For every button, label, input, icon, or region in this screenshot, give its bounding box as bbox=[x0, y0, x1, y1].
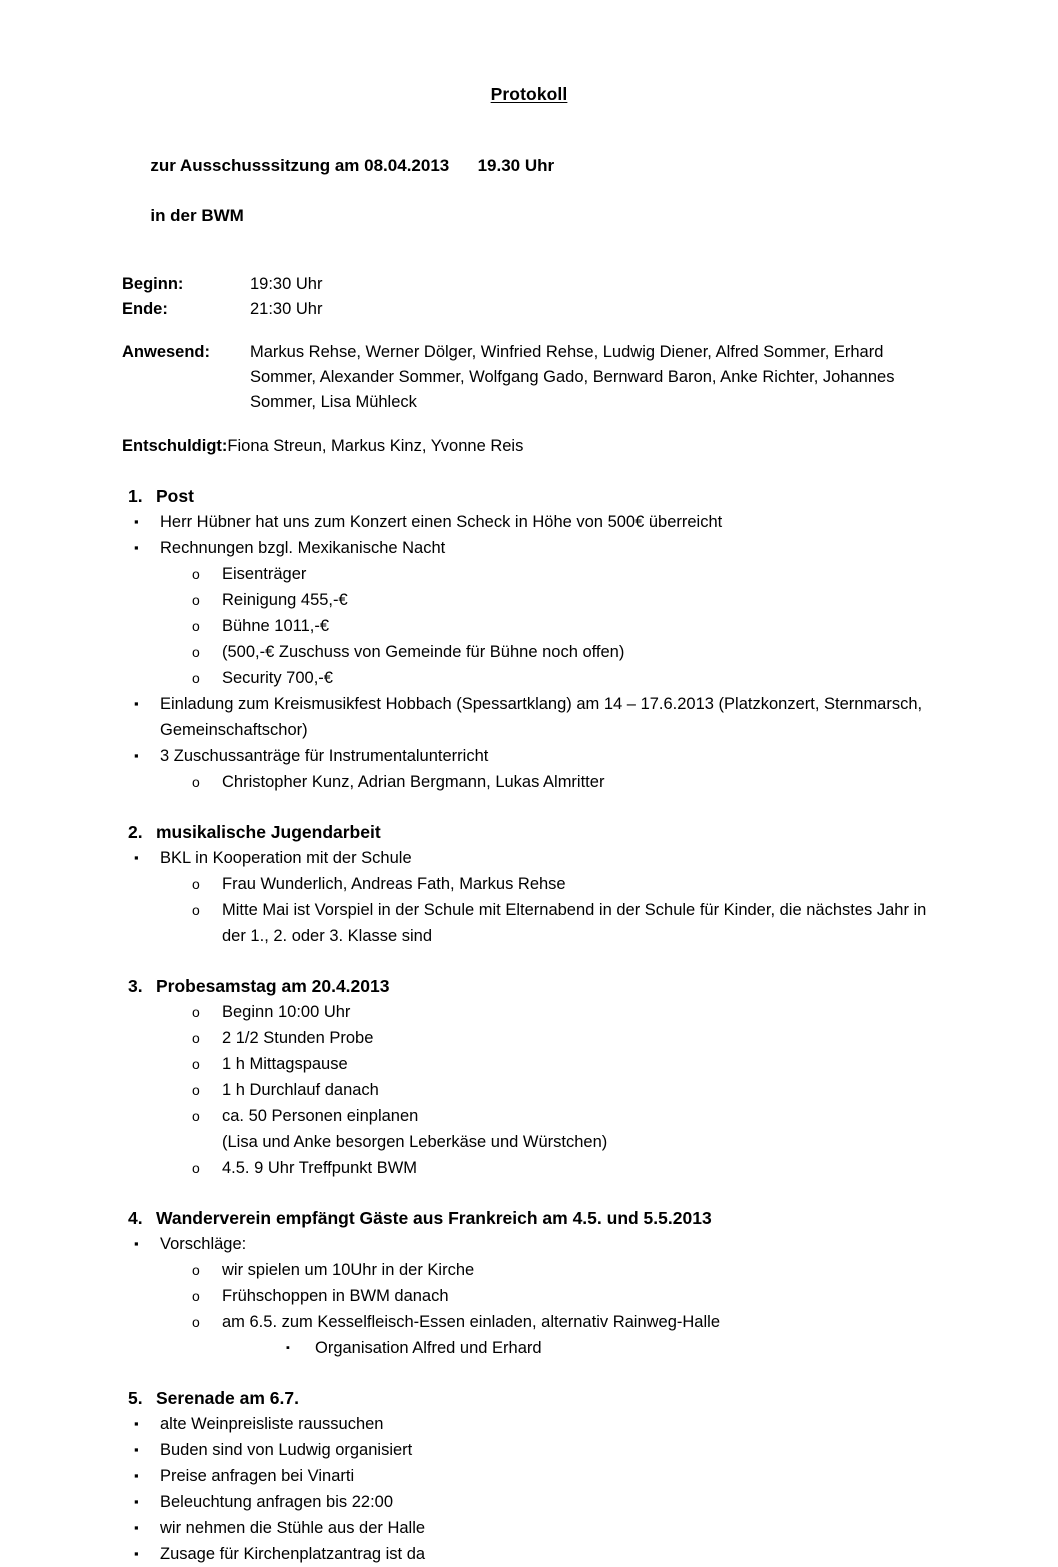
circle-bullet-icon: o bbox=[192, 1314, 200, 1330]
document-title-text: Protokoll bbox=[490, 84, 568, 104]
bullet-list bbox=[122, 845, 952, 949]
bullet-list bbox=[122, 1411, 952, 1567]
section-number: 4. bbox=[128, 1208, 143, 1228]
list-item-text: 4.5. 9 Uhr Treffpunkt BWM bbox=[222, 1159, 418, 1177]
list-item-level1 bbox=[130, 1541, 952, 1567]
circle-bullet-icon: o bbox=[192, 1082, 200, 1098]
section-heading bbox=[128, 483, 952, 509]
circle-bullet-icon: o bbox=[192, 1004, 200, 1020]
list-item-level1 bbox=[130, 1489, 952, 1515]
subject-line-2: in der BWM bbox=[150, 206, 244, 225]
square-bullet-icon: ▪ bbox=[134, 1546, 139, 1561]
list-item-text: Reinigung 455,-€ bbox=[222, 591, 348, 609]
list-item-level2 bbox=[190, 769, 952, 795]
list-item-text: Preise anfragen bei Vinarti bbox=[160, 1467, 355, 1485]
list-item-level2 bbox=[190, 1051, 952, 1077]
square-bullet-icon: ▪ bbox=[134, 1416, 139, 1431]
square-bullet-icon: ▪ bbox=[286, 1342, 290, 1354]
sub-list bbox=[122, 999, 952, 1181]
square-bullet-icon: ▪ bbox=[134, 1442, 139, 1457]
circle-bullet-icon: o bbox=[192, 618, 200, 634]
list-item-text: BKL in Kooperation mit der Schule bbox=[160, 849, 412, 867]
circle-bullet-icon: o bbox=[192, 592, 200, 608]
present-label: Anwesend: bbox=[122, 343, 211, 361]
list-item-text: 1 h Durchlauf danach bbox=[222, 1081, 379, 1099]
list-item-text: Beleuchtung anfragen bis 22:00 bbox=[160, 1493, 394, 1511]
bullet-list bbox=[122, 509, 952, 795]
subject-time: 19.30 Uhr bbox=[477, 156, 555, 175]
square-bullet-icon: ▪ bbox=[134, 514, 139, 529]
square-bullet-icon: ▪ bbox=[134, 748, 139, 763]
list-item-text: Frühschoppen in BWM danach bbox=[222, 1287, 449, 1305]
list-item-level2 bbox=[190, 665, 952, 691]
list-item-level2 bbox=[190, 1309, 952, 1361]
sections-container bbox=[122, 483, 952, 1567]
list-item-text: Frau Wunderlich, Andreas Fath, Markus Rehse bbox=[222, 875, 566, 893]
list-item-text: Beginn 10:00 Uhr bbox=[222, 1003, 351, 1021]
list-item-level2 bbox=[190, 639, 952, 665]
section-heading bbox=[128, 973, 952, 999]
circle-bullet-icon: o bbox=[192, 1030, 200, 1046]
list-item-level2 bbox=[190, 1257, 952, 1283]
list-item-level1 bbox=[130, 1463, 952, 1489]
square-bullet-icon: ▪ bbox=[134, 850, 139, 865]
list-item-text: wir spielen um 10Uhr in der Kirche bbox=[222, 1261, 475, 1279]
section-title: Wanderverein empfängt Gäste aus Frankreich am 4.5. und 5.5.2013 bbox=[156, 1208, 712, 1228]
list-item-text: 3 Zuschussanträge für Instrumentalunterricht bbox=[160, 747, 489, 765]
list-item-level2 bbox=[190, 1103, 952, 1155]
meeting-end-value: 21:30 Uhr bbox=[250, 300, 323, 318]
list-item-text: Mitte Mai ist Vorspiel in der Schule mit Elternabend in der Schule für Kinder, die nächstes Jahr in der 1., 2. oder 3. Klasse sind bbox=[222, 901, 927, 945]
list-item-level2 bbox=[190, 1025, 952, 1051]
list-item-text: alte Weinpreisliste raussuchen bbox=[160, 1415, 384, 1433]
circle-bullet-icon: o bbox=[192, 876, 200, 892]
meeting-begin-label: Beginn: bbox=[122, 275, 184, 293]
section-title: Probesamstag am 20.4.2013 bbox=[156, 976, 390, 996]
circle-bullet-icon: o bbox=[192, 1056, 200, 1072]
list-item-text: wir nehmen die Stühle aus der Halle bbox=[160, 1519, 426, 1537]
sub-list bbox=[122, 1257, 952, 1361]
sub-list bbox=[122, 871, 952, 949]
list-item-text: Bühne 1011,-€ bbox=[222, 617, 330, 635]
document-body bbox=[122, 128, 952, 1567]
list-item-level2 bbox=[190, 613, 952, 639]
present-names: Markus Rehse, Werner Dölger, Winfried Rehse, Ludwig Diener, Alfred Sommer, Erhard Sommer, Alexander Sommer, Wolfgang Gado, Bernward Baron, Anke Richter, Johannes Sommer, Lisa Mühleck bbox=[250, 343, 895, 411]
list-item-level2 bbox=[190, 1077, 952, 1103]
list-item-text: Vorschläge: bbox=[160, 1235, 247, 1253]
list-item-text: Organisation Alfred und Erhard bbox=[315, 1339, 542, 1357]
section-2 bbox=[122, 819, 952, 949]
circle-bullet-icon: o bbox=[192, 774, 200, 790]
list-item-text: (500,-€ Zuschuss von Gemeinde für Bühne noch offen) bbox=[222, 643, 625, 661]
meeting-end-label: Ende: bbox=[122, 300, 168, 318]
list-item-level2 bbox=[190, 561, 952, 587]
list-item-text: Security 700,-€ bbox=[222, 669, 333, 687]
circle-bullet-icon: o bbox=[192, 670, 200, 686]
sub-list bbox=[122, 769, 952, 795]
sub-list bbox=[122, 561, 952, 691]
list-item-level1 bbox=[130, 509, 952, 535]
meeting-begin-row bbox=[122, 272, 952, 297]
square-bullet-icon: ▪ bbox=[134, 1468, 139, 1483]
list-item-text: Rechnungen bzgl. Mexikanische Nacht bbox=[160, 539, 446, 557]
list-item-level2 bbox=[190, 897, 952, 949]
sub-sub-list bbox=[222, 1335, 952, 1361]
list-item-level1 bbox=[130, 691, 952, 743]
section-title: Serenade am 6.7. bbox=[156, 1388, 299, 1408]
circle-bullet-icon: o bbox=[192, 1108, 200, 1124]
list-item-level1 bbox=[130, 1515, 952, 1541]
square-bullet-icon: ▪ bbox=[134, 696, 139, 711]
list-item-continuation: (Lisa und Anke besorgen Leberkäse und Würstchen) bbox=[222, 1133, 608, 1151]
attendance-block bbox=[122, 340, 952, 415]
list-item-level1 bbox=[130, 743, 952, 769]
list-item-level3 bbox=[282, 1335, 952, 1361]
list-item-level1 bbox=[130, 1231, 952, 1257]
list-item-level2 bbox=[190, 871, 952, 897]
circle-bullet-icon: o bbox=[192, 902, 200, 918]
circle-bullet-icon: o bbox=[192, 1160, 200, 1176]
list-item-level2 bbox=[190, 999, 952, 1025]
circle-bullet-icon: o bbox=[192, 566, 200, 582]
list-item-text: Herr Hübner hat uns zum Konzert einen Scheck in Höhe von 500€ überreicht bbox=[160, 513, 723, 531]
present-row bbox=[122, 340, 952, 415]
section-number: 1. bbox=[128, 486, 143, 506]
list-item-level2 bbox=[190, 587, 952, 613]
list-item-text: ca. 50 Personen einplanen bbox=[222, 1107, 419, 1125]
list-item-text: Christopher Kunz, Adrian Bergmann, Lukas Almritter bbox=[222, 773, 605, 791]
excused-row bbox=[122, 434, 952, 459]
section-number: 2. bbox=[128, 822, 143, 842]
section-4 bbox=[122, 1205, 952, 1361]
section-title: Post bbox=[156, 486, 194, 506]
list-item-level2 bbox=[190, 1283, 952, 1309]
square-bullet-icon: ▪ bbox=[134, 540, 139, 555]
section-number: 3. bbox=[128, 976, 143, 996]
section-title: musikalische Jugendarbeit bbox=[156, 822, 381, 842]
document-title bbox=[0, 84, 1058, 105]
section-number: 5. bbox=[128, 1388, 143, 1408]
subject-line-1: zur Ausschusssitzung am 08.04.2013 bbox=[150, 156, 450, 175]
list-item-text: am 6.5. zum Kesselfleisch-Essen einladen, alternativ Rainweg-Halle bbox=[222, 1313, 720, 1331]
meeting-begin-value: 19:30 Uhr bbox=[250, 275, 323, 293]
section-1 bbox=[122, 483, 952, 795]
section-3 bbox=[122, 973, 952, 1181]
circle-bullet-icon: o bbox=[192, 1288, 200, 1304]
subject-spacer bbox=[449, 156, 477, 175]
square-bullet-icon: ▪ bbox=[134, 1520, 139, 1535]
bullet-list bbox=[122, 1231, 952, 1361]
square-bullet-icon: ▪ bbox=[134, 1494, 139, 1509]
list-item-text: Eisenträger bbox=[222, 565, 307, 583]
list-item-text: 2 1/2 Stunden Probe bbox=[222, 1029, 374, 1047]
list-item-level2 bbox=[190, 1155, 952, 1181]
excused-label: Entschuldigt: bbox=[122, 437, 228, 455]
list-item-text: Buden sind von Ludwig organisiert bbox=[160, 1441, 413, 1459]
section-5 bbox=[122, 1385, 952, 1567]
section-heading bbox=[128, 819, 952, 845]
list-item-text: 1 h Mittagspause bbox=[222, 1055, 348, 1073]
subject-block bbox=[122, 128, 952, 253]
list-item-level1 bbox=[130, 535, 952, 561]
list-item-level1 bbox=[130, 1437, 952, 1463]
list-item-level1 bbox=[130, 1411, 952, 1437]
section-heading bbox=[128, 1385, 952, 1411]
excused-names: Fiona Streun, Markus Kinz, Yvonne Reis bbox=[227, 437, 524, 455]
circle-bullet-icon: o bbox=[192, 644, 200, 660]
section-heading bbox=[128, 1205, 952, 1231]
circle-bullet-icon: o bbox=[192, 1262, 200, 1278]
square-bullet-icon: ▪ bbox=[134, 1236, 139, 1251]
list-item-text: Zusage für Kirchenplatzantrag ist da bbox=[160, 1545, 426, 1563]
list-item-text: Einladung zum Kreismusikfest Hobbach (Spessartklang) am 14 – 17.6.2013 (Platzkonzert, Sternmarsch, Gemeinschaftschor) bbox=[160, 695, 923, 739]
meeting-end-row bbox=[122, 297, 952, 322]
list-item-level1 bbox=[130, 845, 952, 871]
meeting-times bbox=[122, 272, 952, 322]
